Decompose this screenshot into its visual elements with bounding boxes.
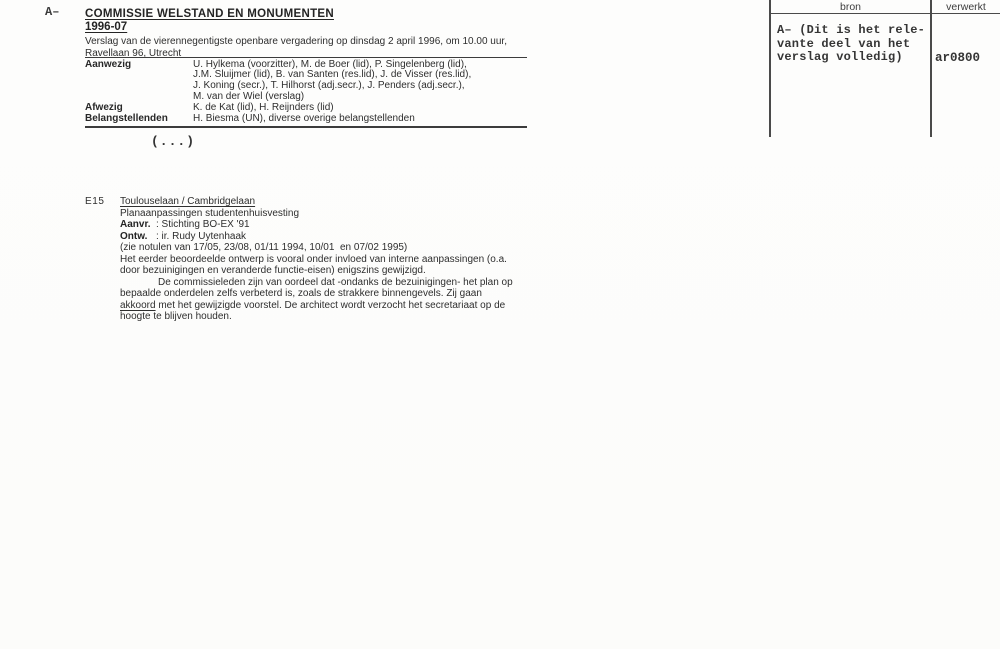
agenda-item-subtitle: Planaanpassingen studentenhuisvesting (120, 207, 300, 219)
attendee-line: U. Hylkema (voorzitter), M. de Boer (lid), P. Singelenberg (lid), (193, 58, 467, 70)
margin-table-header-bron: bron (839, 1, 861, 13)
minutes-reference: (zie notulen van 17/05, 23/08, 01/11 1994, 10/01 en 07/02 1995) (120, 242, 408, 254)
table-row (85, 114, 527, 125)
margin-table-left-rule (769, 0, 771, 137)
body-text-continuation: met het gewijzigde voorstel. De architect wordt verzocht het secretariaat op de (155, 299, 506, 311)
omission-mark: (...) (151, 134, 196, 149)
applicant-value: : Stichting BO-EX '91 (156, 219, 250, 231)
designer-label: Ontw. (120, 230, 148, 242)
note-line: verslag volledig) (777, 50, 903, 64)
margin-table-header-rule (769, 13, 1000, 14)
attendance-value-belangstellenden (193, 114, 527, 125)
typewritten-source-note (777, 24, 925, 65)
attendee-line: J.M. Sluijmer (lid), B. van Santen (res.lid), J. de Visser (res.lid), (193, 69, 472, 81)
agenda-item-body (120, 196, 532, 323)
margin-table-column-rule (930, 0, 932, 137)
attendee-line: J. Koning (secr.), T. Hilhorst (adj.secr.), J. Penders (adj.secr.), (193, 80, 465, 92)
attendee-line: M. van der Wiel (verslag) (193, 91, 305, 103)
processed-code: ar0800 (935, 51, 981, 65)
meeting-description-line-1: Verslag van de vierennegentigste openbare vergadering op dinsdag 2 april 1996, om 10.00 uur, (85, 36, 507, 47)
document-header (85, 8, 507, 59)
attendance-table (85, 57, 527, 128)
note-line: vante deel van het (777, 36, 911, 51)
designer-line (120, 231, 532, 243)
attendance-label-aanwezig: Aanwezig (85, 58, 132, 70)
body-text-line (120, 300, 532, 312)
applicant-line (120, 219, 532, 231)
agenda-item-title: Toulouselaan / Cambridgelaan (120, 196, 256, 207)
body-text-line: De commissieleden zijn van oordeel dat -ondanks de bezuinigingen- het plan op (158, 276, 513, 288)
document-number: 1996-07 (85, 21, 128, 33)
attendance-value-aanwezig (193, 60, 527, 104)
body-text-line: Het eerder beoordeelde ontwerp is vooral onder invloed van interne aanpassingen (o.a. (120, 253, 507, 265)
body-text-line: door bezuinigingen en veranderde functie-eisen) enigszins gewijzigd. (120, 265, 426, 277)
attendee-line: H. Biesma (UN), diverse overige belangstellenden (193, 113, 415, 125)
applicant-label: Aanvr. (120, 219, 151, 231)
attendance-label-belangstellenden: Belangstellenden (85, 113, 168, 125)
note-line: A– (Dit is het rele- (777, 23, 926, 37)
document-title: COMMISSIE WELSTAND EN MONUMENTEN (85, 8, 334, 20)
attendance-label-afwezig: Afwezig (85, 102, 123, 114)
body-text-line: bepaalde onderdelen zelfs verbeterd is, zoals de strakkere binnengevels. Zij gaan (120, 288, 482, 300)
margin-annotation-mark: A– (45, 5, 60, 19)
meeting-description-line-2: Ravellaan 96, Utrecht (85, 47, 182, 59)
body-text-line: hoogte te blijven houden. (120, 311, 232, 323)
attendee-line: K. de Kat (lid), H. Reijnders (lid) (193, 102, 334, 114)
akkoord-underlined: akkoord (120, 299, 156, 311)
agenda-item-number: E15 (85, 196, 105, 207)
margin-table-header-verwerkt: verwerkt (946, 1, 986, 13)
designer-value: : ir. Rudy Uytenhaak (156, 230, 247, 242)
table-row (85, 60, 527, 104)
